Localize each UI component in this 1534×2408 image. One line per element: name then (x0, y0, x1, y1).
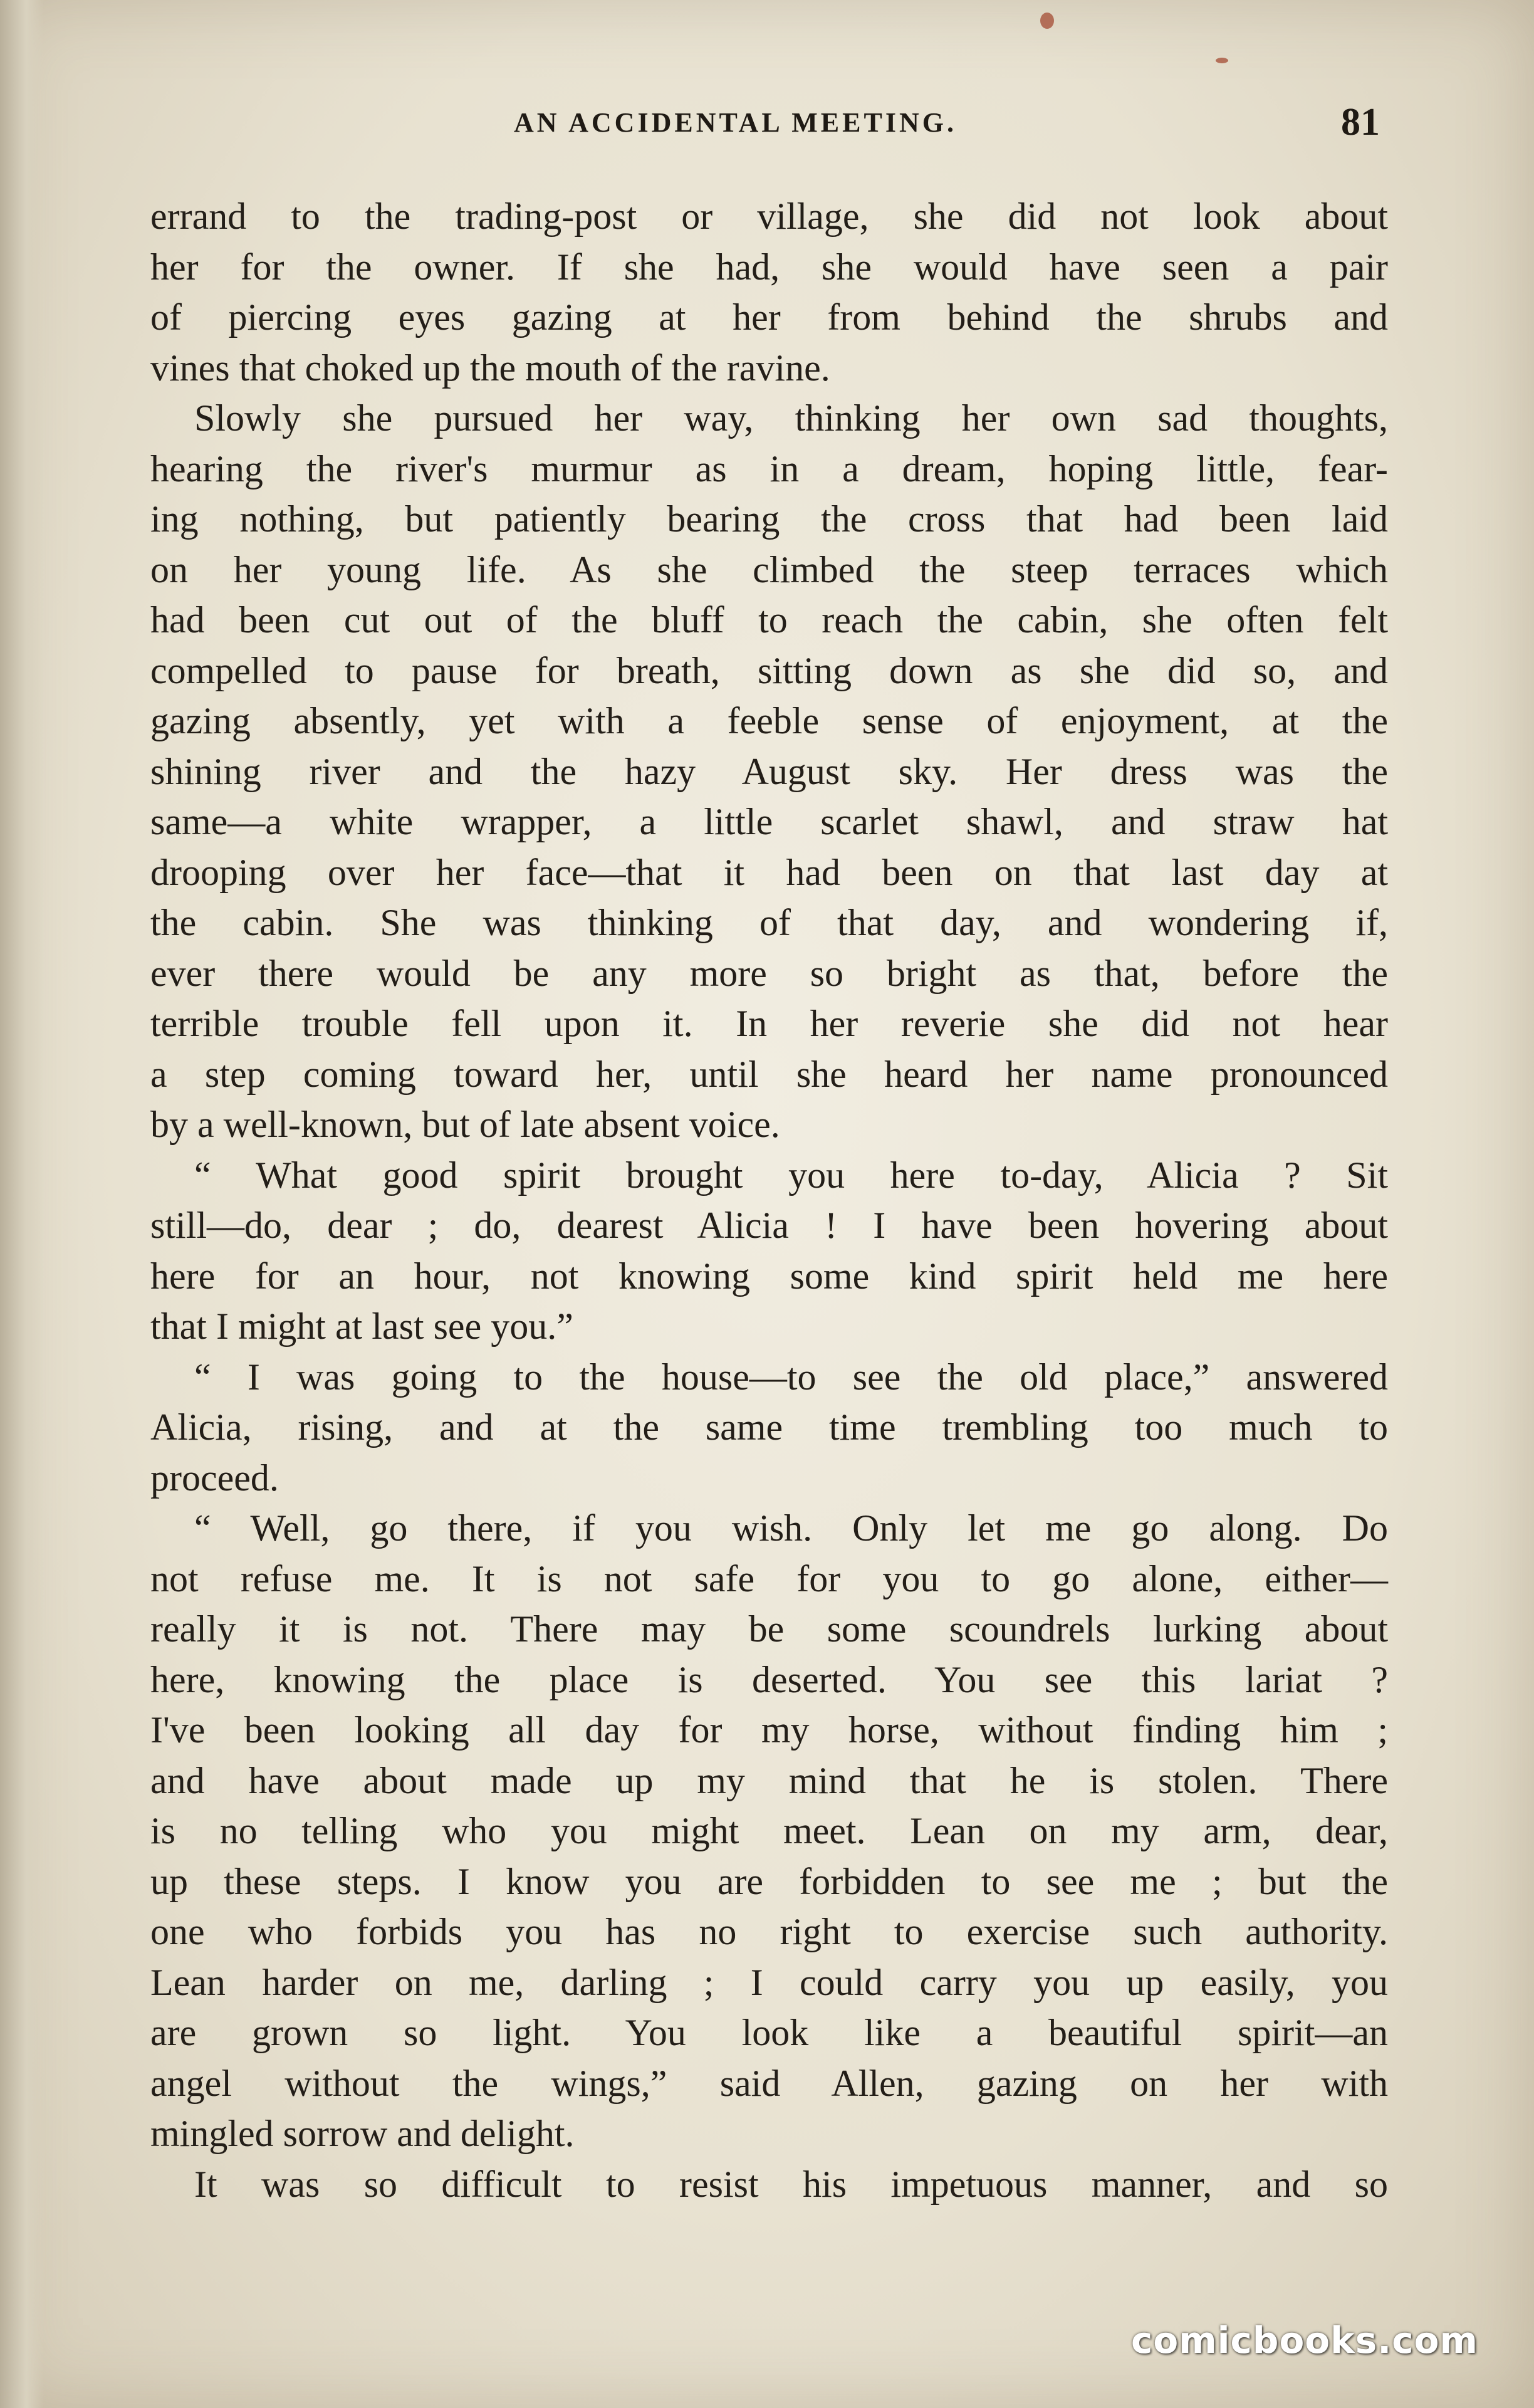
text-line: are grown so light. You look like a beautiful spirit—an (150, 2012, 1388, 2053)
text-line: and have about made up my mind that he is stolen. There (150, 1759, 1388, 1801)
text-line: up these steps. I know you are forbidden to see me ; but the (150, 1860, 1388, 1902)
ink-spot (1216, 58, 1228, 63)
text-line: drooping over her face—that it had been on that last day at (150, 851, 1388, 893)
ink-spot (1040, 13, 1054, 29)
text-line: same—a white wrapper, a little scarlet shawl, and straw hat (150, 801, 1388, 842)
text-line: one who forbids you has no right to exercise such authority. (150, 1911, 1388, 1952)
watermark: comicbooks.com (1131, 2319, 1478, 2362)
text-line: had been cut out of the bluff to reach the cabin, she often felt (150, 599, 1388, 641)
text-line: “ What good spirit brought you here to-day, Alicia ? Sit (194, 1154, 1388, 1196)
text-line: really it is not. There may be some scoundrels lurking about (150, 1608, 1388, 1650)
running-title: AN ACCIDENTAL MEETING. (514, 107, 957, 138)
text-line: Lean harder on me, darling ; I could carry you up easily, you (150, 1961, 1388, 2003)
page-number: 81 (1341, 101, 1380, 144)
text-line: “ Well, go there, if you wish. Only let me go along. Do (194, 1507, 1388, 1549)
text-line: her for the owner. If she had, she would have seen a pair (150, 246, 1388, 288)
text-line: is no telling who you might meet. Lean on my arm, dear, (150, 1810, 1388, 1851)
running-head (0, 94, 1534, 157)
text-line: a step coming toward her, until she heard her name pronounced (150, 1053, 1388, 1095)
text-line: hearing the river's murmur as in a dream, hoping little, fear- (150, 448, 1388, 489)
text-line: shining river and the hazy August sky. Her dress was the (150, 750, 1388, 792)
text-line: proceed. (150, 1457, 279, 1499)
text-line: on her young life. As she climbed the steep terraces which (150, 548, 1388, 590)
text-line: Alicia, rising, and at the same time trembling too much to (150, 1406, 1388, 1448)
text-line: the cabin. She was thinking of that day, and wondering if, (150, 902, 1388, 943)
text-line: Slowly she pursued her way, thinking her own sad thoughts, (194, 397, 1388, 439)
text-line: “ I was going to the house—to see the old place,” answered (194, 1356, 1388, 1398)
text-line: angel without the wings,” said Allen, gazing on her with (150, 2062, 1388, 2104)
text-line: ing nothing, but patiently bearing the cross that had been laid (150, 498, 1388, 540)
text-line: I've been looking all day for my horse, without finding him ; (150, 1709, 1388, 1751)
text-line: not refuse me. It is not safe for you to go alone, either— (150, 1557, 1388, 1599)
text-line: terrible trouble fell upon it. In her reverie she did not hear (150, 1003, 1388, 1044)
text-line: of piercing eyes gazing at her from behind the shrubs and (150, 296, 1388, 338)
text-line: that I might at last see you.” (150, 1306, 573, 1347)
body-text (150, 191, 1388, 2209)
text-line: errand to the trading-post or village, she did not look about (150, 196, 1388, 237)
text-line: here, knowing the place is deserted. You see this lariat ? (150, 1658, 1388, 1700)
text-line: compelled to pause for breath, sitting down as she did so, and (150, 649, 1388, 691)
text-line: ever there would be any more so bright as that, before the (150, 952, 1388, 994)
text-line: It was so difficult to resist his impetuous manner, and so (194, 2163, 1388, 2205)
text-line: still—do, dear ; do, dearest Alicia ! I have been hovering about (150, 1205, 1388, 1246)
page-edge-shadow (0, 0, 44, 2408)
text-line: gazing absently, yet with a feeble sense of enjoyment, at the (150, 700, 1388, 741)
text-line: here for an hour, not knowing some kind spirit held me here (150, 1255, 1388, 1297)
text-line: vines that choked up the mouth of the ravine. (150, 347, 830, 389)
text-line: by a well-known, but of late absent voice. (150, 1104, 780, 1145)
text-line: mingled sorrow and delight. (150, 2113, 575, 2154)
